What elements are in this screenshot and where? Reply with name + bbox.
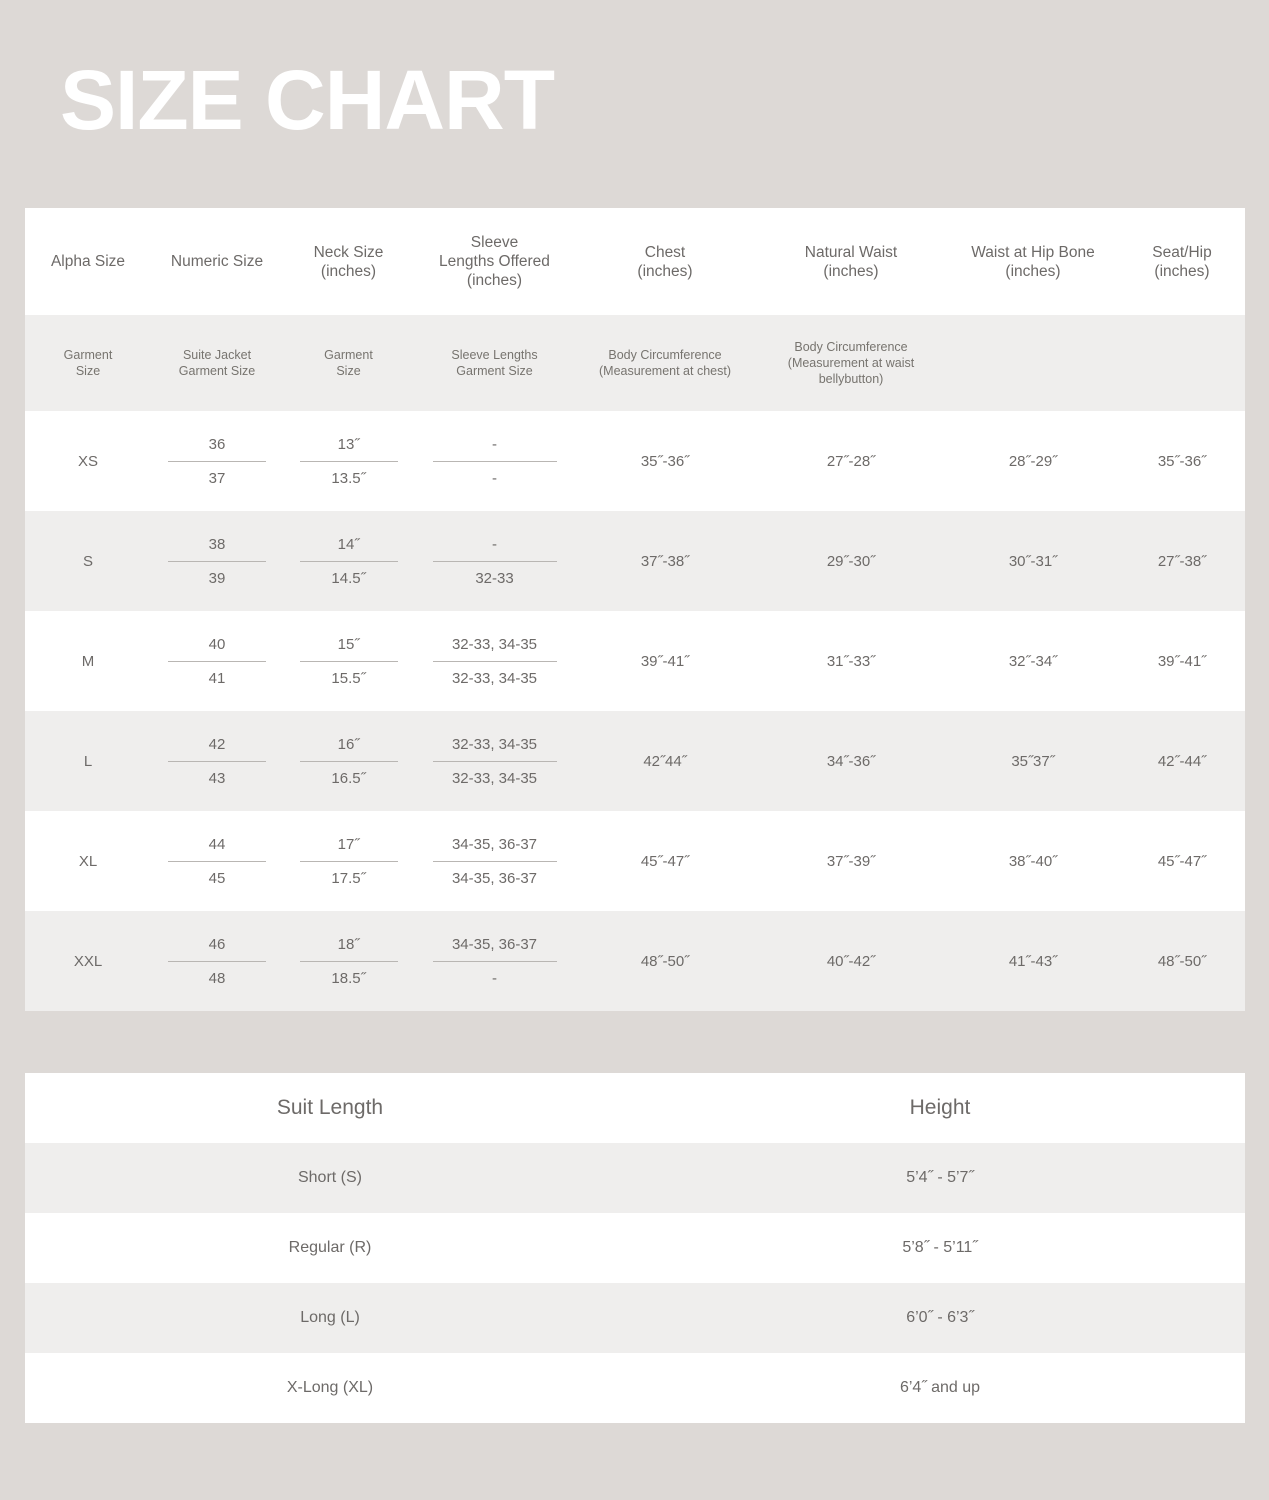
value-top: 13˝ [300, 437, 398, 462]
cell-numeric-size [151, 711, 283, 811]
cell-waist-at-hip-bone: 30˝-31˝ [947, 511, 1119, 611]
cell-suit-length: Regular (R) [25, 1213, 635, 1283]
cell-seat-hip: 39˝-41˝ [1119, 611, 1245, 711]
stacked-values [283, 637, 414, 686]
cell-waist-at-hip-bone: 28˝-29˝ [947, 411, 1119, 511]
cell-alpha-size: XS [25, 411, 151, 511]
subheader-line: Suite Jacket [182, 348, 252, 362]
cell-waist-at-hip-bone: 41˝-43˝ [947, 911, 1119, 1011]
value-top: 14˝ [300, 537, 398, 562]
cell-natural-waist: 34˝-36˝ [755, 711, 947, 811]
value-bottom: 39 [208, 569, 226, 587]
value-bottom: 14.5˝ [331, 569, 366, 587]
subheader-line: Size [75, 364, 101, 378]
column-header-chest [575, 208, 755, 315]
size-chart-table [25, 208, 1245, 1011]
stacked-values [414, 437, 575, 486]
value-top: - [433, 537, 557, 562]
value-top: 32-33, 34-35 [433, 737, 557, 762]
value-bottom: 48 [208, 969, 226, 987]
value-top: 42 [168, 737, 266, 762]
cell-sleeve-lengths [414, 811, 575, 911]
cell-natural-waist: 37˝-39˝ [755, 811, 947, 911]
stacked-values [283, 437, 414, 486]
cell-alpha-size: L [25, 711, 151, 811]
stacked-values [283, 937, 414, 986]
subheader-numeric-size [151, 315, 283, 411]
value-top: - [433, 437, 557, 462]
value-bottom: - [492, 469, 497, 487]
cell-height: 5’4˝ - 5’7˝ [635, 1143, 1245, 1213]
cell-numeric-size [151, 611, 283, 711]
subheader-line: Garment [324, 348, 373, 362]
stacked-values [283, 537, 414, 586]
subheader-line: Body Circumference [794, 340, 908, 354]
cell-suit-length: X-Long (XL) [25, 1353, 635, 1423]
subheader-line: Garment Size [456, 364, 533, 378]
stacked-values [414, 937, 575, 986]
cell-height: 5’8˝ - 5’11˝ [635, 1213, 1245, 1283]
table-subheader-row [25, 315, 1245, 411]
subheader-line: bellybutton) [818, 372, 884, 386]
header-line: (inches) [466, 272, 523, 289]
length-table-header-row [25, 1073, 1245, 1143]
header-line: (inches) [823, 262, 879, 280]
cell-waist-at-hip-bone: 32˝-34˝ [947, 611, 1119, 711]
stacked-values [151, 837, 283, 886]
page-title: SIZE CHART [60, 53, 554, 147]
column-header-suit-length: Suit Length [25, 1073, 635, 1143]
cell-seat-hip: 35˝-36˝ [1119, 411, 1245, 511]
subheader-line: Body Circumference [608, 348, 722, 362]
cell-neck-size [283, 911, 414, 1011]
header-line: (inches) [320, 262, 377, 280]
value-top: 46 [168, 937, 266, 962]
value-bottom: 32-33 [475, 569, 514, 587]
value-top: 16˝ [300, 737, 398, 762]
column-header-waist-at-hip-bone [947, 208, 1119, 315]
subheader-line: Sleeve Lengths [451, 348, 538, 362]
subheader-chest [575, 315, 755, 411]
value-bottom: 17.5˝ [331, 869, 366, 887]
stacked-values [414, 637, 575, 686]
cell-numeric-size [151, 811, 283, 911]
table-row [25, 811, 1245, 911]
value-bottom: - [492, 969, 497, 987]
stacked-values [151, 437, 283, 486]
subheader-alpha-size [25, 315, 151, 411]
column-header-sleeve-lengths [414, 208, 575, 315]
cell-suit-length: Long (L) [25, 1283, 635, 1353]
value-top: 17˝ [300, 837, 398, 862]
stacked-values [414, 837, 575, 886]
cell-numeric-size [151, 911, 283, 1011]
subheader-waist-at-hip-bone [947, 315, 1119, 411]
value-top: 36 [168, 437, 266, 462]
cell-waist-at-hip-bone: 35˝37˝ [947, 711, 1119, 811]
stacked-values [283, 737, 414, 786]
cell-seat-hip: 42˝-44˝ [1119, 711, 1245, 811]
cell-seat-hip: 27˝-38˝ [1119, 511, 1245, 611]
cell-natural-waist: 27˝-28˝ [755, 411, 947, 511]
cell-alpha-size: S [25, 511, 151, 611]
value-top: 34-35, 36-37 [433, 837, 557, 862]
subheader-natural-waist [755, 315, 947, 411]
cell-sleeve-lengths [414, 711, 575, 811]
header-line: Neck Size [313, 243, 384, 261]
value-top: 38 [168, 537, 266, 562]
value-top: 34-35, 36-37 [433, 937, 557, 962]
header-line: Sleeve [470, 234, 519, 251]
subheader-line: Garment [63, 348, 113, 362]
table-row [25, 911, 1245, 1011]
header-line: Numeric Size [170, 253, 264, 270]
suit-length-table [25, 1073, 1245, 1423]
subheader-sleeve-lengths [414, 315, 575, 411]
subheader-seat-hip [1119, 315, 1245, 411]
table-header-row [25, 208, 1245, 315]
stacked-values [283, 837, 414, 886]
cell-height: 6’4˝ and up [635, 1353, 1245, 1423]
value-bottom: 34-35, 36-37 [451, 869, 538, 887]
header-line: (inches) [1005, 262, 1061, 280]
cell-seat-hip: 45˝-47˝ [1119, 811, 1245, 911]
cell-chest: 48˝-50˝ [575, 911, 755, 1011]
cell-natural-waist: 29˝-30˝ [755, 511, 947, 611]
value-bottom: 16.5˝ [331, 769, 366, 787]
column-header-seat-hip [1119, 208, 1245, 315]
cell-natural-waist: 31˝-33˝ [755, 611, 947, 711]
value-bottom: 41 [208, 669, 226, 687]
value-bottom: 32-33, 34-35 [451, 669, 538, 687]
cell-alpha-size: M [25, 611, 151, 711]
value-bottom: 32-33, 34-35 [451, 769, 538, 787]
header-line: Natural Waist [804, 243, 898, 261]
cell-chest: 45˝-47˝ [575, 811, 755, 911]
header-line: (inches) [1154, 262, 1210, 280]
header-line: (inches) [637, 262, 693, 280]
cell-chest: 37˝-38˝ [575, 511, 755, 611]
value-top: 32-33, 34-35 [433, 637, 557, 662]
stacked-values [414, 537, 575, 586]
value-top: 15˝ [300, 637, 398, 662]
cell-sleeve-lengths [414, 511, 575, 611]
value-top: 18˝ [300, 937, 398, 962]
header-line: Seat/Hip [1152, 243, 1212, 261]
value-bottom: 18.5˝ [331, 969, 366, 987]
header-line: Alpha Size [50, 253, 126, 270]
value-bottom: 43 [208, 769, 226, 787]
cell-sleeve-lengths [414, 411, 575, 511]
stacked-values [151, 537, 283, 586]
stacked-values [151, 937, 283, 986]
length-table-row [25, 1213, 1245, 1283]
table-row [25, 711, 1245, 811]
stacked-values [414, 737, 575, 786]
subheader-line: (Measurement at waist [787, 356, 915, 370]
cell-neck-size [283, 411, 414, 511]
cell-chest: 42˝44˝ [575, 711, 755, 811]
column-header-natural-waist [755, 208, 947, 315]
cell-numeric-size [151, 411, 283, 511]
stacked-values [151, 737, 283, 786]
column-header-numeric-size [151, 208, 283, 315]
cell-waist-at-hip-bone: 38˝-40˝ [947, 811, 1119, 911]
cell-chest: 39˝-41˝ [575, 611, 755, 711]
table-row [25, 411, 1245, 511]
column-header-alpha-size [25, 208, 151, 315]
value-top: 44 [168, 837, 266, 862]
length-table-row [25, 1143, 1245, 1213]
subheader-line: Garment Size [178, 364, 256, 378]
cell-neck-size [283, 711, 414, 811]
cell-neck-size [283, 511, 414, 611]
cell-numeric-size [151, 511, 283, 611]
value-bottom: 37 [208, 469, 226, 487]
header-line: Waist at Hip Bone [971, 243, 1095, 261]
stacked-values [151, 637, 283, 686]
value-bottom: 15.5˝ [331, 669, 366, 687]
length-table-row [25, 1353, 1245, 1423]
cell-height: 6’0˝ - 6’3˝ [635, 1283, 1245, 1353]
subheader-line: (Measurement at chest) [599, 364, 731, 378]
cell-suit-length: Short (S) [25, 1143, 635, 1213]
subheader-neck-size [283, 315, 414, 411]
cell-natural-waist: 40˝-42˝ [755, 911, 947, 1011]
table-row [25, 611, 1245, 711]
length-table-row [25, 1283, 1245, 1353]
header-line: Lengths Offered [439, 253, 550, 270]
table-row [25, 511, 1245, 611]
cell-chest: 35˝-36˝ [575, 411, 755, 511]
value-bottom: 45 [208, 869, 226, 887]
value-bottom: 13.5˝ [331, 469, 366, 487]
cell-sleeve-lengths [414, 911, 575, 1011]
value-top: 40 [168, 637, 266, 662]
cell-alpha-size: XL [25, 811, 151, 911]
column-header-height: Height [635, 1073, 1245, 1143]
cell-neck-size [283, 611, 414, 711]
cell-alpha-size: XXL [25, 911, 151, 1011]
header-line: Chest [644, 243, 686, 261]
cell-seat-hip: 48˝-50˝ [1119, 911, 1245, 1011]
cell-neck-size [283, 811, 414, 911]
subheader-line: Size [336, 364, 361, 378]
cell-sleeve-lengths [414, 611, 575, 711]
column-header-neck-size [283, 208, 414, 315]
